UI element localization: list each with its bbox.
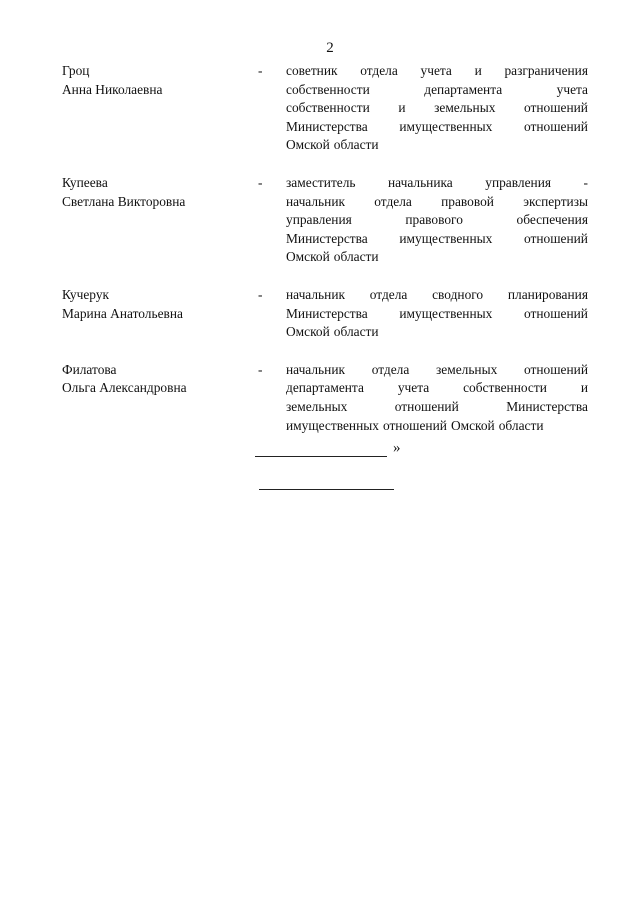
member-given-names: Ольга Александровна [62, 380, 187, 396]
member-role [286, 174, 588, 267]
role-word: департамента [286, 380, 364, 396]
entry-dash: - [258, 174, 263, 190]
member-surname: Гроц [62, 63, 90, 78]
role-word: правовой [441, 193, 494, 209]
role-word: обеспечения [516, 212, 588, 228]
role-word: Министерства [286, 118, 368, 134]
role-word: советник [286, 63, 338, 78]
role-line [286, 136, 588, 155]
role-word: учета [397, 380, 430, 396]
role-word: земельных [434, 100, 496, 116]
role-word: земельных [435, 361, 498, 377]
role-line [286, 398, 588, 417]
role-word: разграничения [504, 63, 588, 78]
member-entry [62, 174, 588, 267]
role-line [286, 81, 588, 100]
role-word: учета [420, 63, 452, 78]
role-word: Омской [286, 137, 330, 153]
role-word: и [580, 380, 588, 396]
entry-dash: - [258, 63, 263, 78]
member-entry [62, 62, 588, 155]
role-line [286, 62, 588, 81]
closing-quote: » [393, 440, 401, 456]
role-word: Министерства [506, 398, 588, 414]
role-word: имущественных [399, 230, 493, 246]
role-word: области [333, 249, 379, 265]
role-word: Омской [286, 324, 330, 340]
role-word: отношений [382, 417, 447, 433]
member-surname: Кучерук [62, 286, 110, 302]
role-word: начальник [286, 361, 345, 377]
role-word: учета [556, 81, 588, 97]
role-line [286, 230, 588, 249]
role-line [286, 286, 588, 305]
role-line [286, 248, 588, 267]
role-line [286, 305, 588, 324]
role-word: департамента [424, 81, 503, 97]
role-word: отдела [371, 361, 410, 377]
role-word: Омской [450, 417, 495, 433]
role-word: - [583, 174, 588, 190]
role-word: отдела [369, 286, 408, 302]
member-given-names: Марина Анатольевна [62, 305, 183, 321]
role-word: отношений [523, 305, 588, 321]
entry-dash: - [258, 286, 263, 302]
role-word: правового [405, 212, 463, 228]
member-entry [62, 361, 588, 435]
role-word: заместитель [286, 174, 356, 190]
role-word: и [474, 63, 482, 78]
role-word: отдела [374, 193, 412, 209]
member-name [62, 174, 258, 211]
role-word: начальник [286, 193, 345, 209]
entry-dash: - [258, 361, 263, 377]
role-word: области [333, 137, 379, 153]
role-line [286, 361, 588, 380]
member-surname: Филатова [62, 361, 117, 377]
role-word: и [398, 100, 406, 116]
role-word: области [498, 417, 544, 433]
role-word: собственности [286, 100, 370, 116]
role-word: имущественных [399, 118, 493, 134]
member-name [62, 62, 258, 99]
role-word: отношений [394, 398, 459, 414]
role-line [286, 379, 588, 398]
member-role [286, 361, 588, 435]
role-word: Омской [286, 249, 330, 265]
role-word: имущественных [399, 305, 493, 321]
role-word: Министерства [286, 305, 368, 321]
role-word: собственности [286, 81, 370, 97]
commission-member-list [62, 62, 588, 454]
role-word: управления [286, 212, 352, 228]
role-line [286, 99, 588, 118]
member-surname: Купеева [62, 174, 108, 190]
role-word: отношений [523, 230, 588, 246]
role-word: области [333, 324, 379, 340]
member-name [62, 361, 258, 398]
role-word: собственности [463, 380, 547, 396]
role-line [286, 417, 588, 436]
member-role [286, 286, 588, 342]
role-word: имущественных [286, 417, 379, 433]
role-line [286, 174, 588, 193]
role-word: экспертизы [523, 193, 588, 209]
member-role [286, 62, 588, 155]
role-word: управления [485, 174, 552, 190]
role-line [286, 118, 588, 137]
member-name [62, 286, 258, 323]
member-given-names: Анна Николаевна [62, 81, 163, 97]
role-word: отношений [523, 118, 588, 134]
role-word: начальника [388, 174, 453, 190]
role-word: Министерства [286, 230, 368, 246]
role-line [286, 211, 588, 230]
closing-rule-lower [259, 489, 394, 490]
role-word: земельных [286, 398, 348, 414]
role-word: планирования [507, 286, 588, 302]
role-word: начальник [286, 286, 345, 302]
page-number: 2 [326, 40, 334, 56]
member-given-names: Светлана Викторовна [62, 193, 186, 209]
member-entry [62, 286, 588, 342]
role-word: отношений [524, 361, 588, 377]
role-word: сводного [432, 286, 484, 302]
role-word: отношений [523, 100, 588, 116]
closing-rule-upper [255, 456, 387, 457]
role-word: отдела [360, 63, 398, 78]
role-line [286, 193, 588, 212]
role-line [286, 323, 588, 342]
